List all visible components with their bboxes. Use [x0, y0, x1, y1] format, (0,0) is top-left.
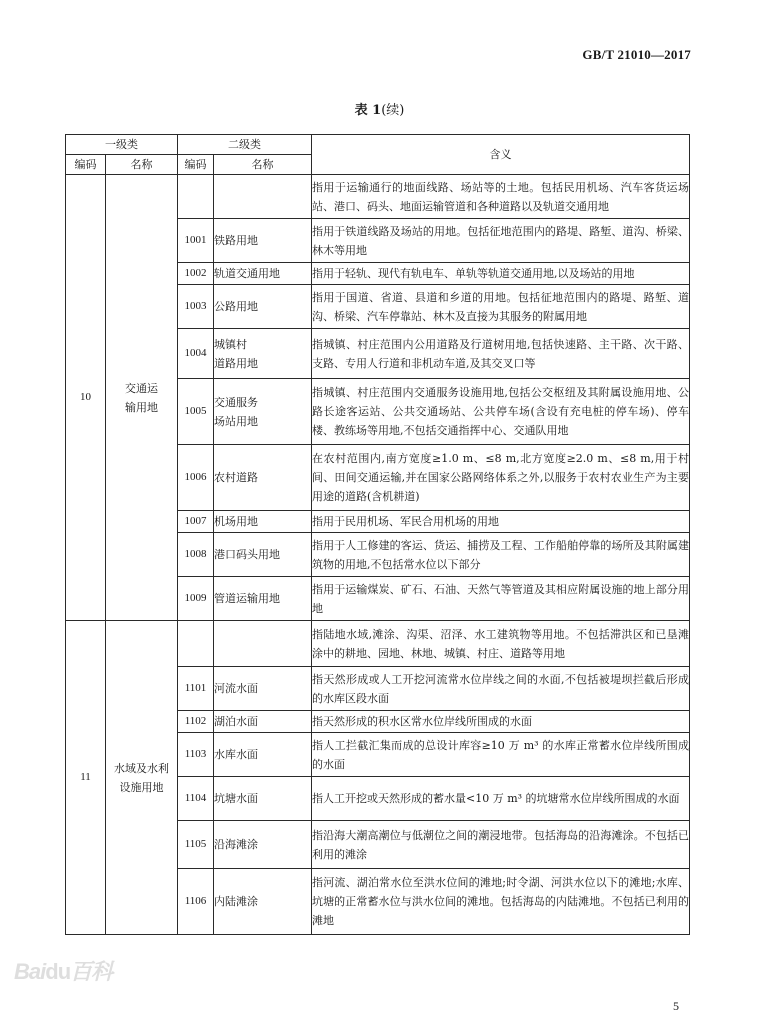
level2-meaning: 指城镇、村庄范围内交通服务设施用地,包括公交枢纽及其附属设施用地、公路长途客运站、公共交通场站、公共停车场(含设有充电桩的停车场)、停车楼、教练场等用地,不包括交通指挥中心、交通队用地	[312, 379, 690, 445]
level2-name-line: 坑塘水面	[214, 792, 258, 805]
level2-meaning: 指天然形成的积水区常水位岸线所围成的水面	[312, 711, 690, 733]
header-meaning: 含义	[312, 135, 690, 175]
level2-name	[214, 445, 312, 511]
level2-meaning: 指用于轻轨、现代有轨电车、单轨等轨道交通用地,以及场站的用地	[312, 263, 690, 285]
table-title-main: 表 1	[354, 103, 382, 118]
level1-name-line: 交通运	[125, 381, 158, 395]
table-body	[66, 175, 690, 935]
header-level2-name: 名称	[214, 155, 312, 175]
table-title-suffix: (续)	[381, 103, 405, 118]
level2-name-line: 公路用地	[214, 300, 258, 313]
level1-meaning: 指用于运输通行的地面线路、场站等的土地。包括民用机场、汽车客货运场站、港口、码头、地面运输管道和各种道路以及轨道交通用地	[312, 175, 690, 219]
level2-meaning: 指用于运输煤炭、矿石、石油、天然气等管道及其相应附属设施的地上部分用地	[312, 577, 690, 621]
table-row	[66, 175, 690, 219]
level2-code: 1102	[178, 711, 214, 733]
header-level1: 一级类	[66, 135, 178, 155]
empty-cell	[214, 175, 312, 219]
level2-name-line: 场站用地	[214, 414, 258, 428]
level2-meaning: 指沿海大潮高潮位与低潮位之间的潮浸地带。包括海岛的沿海滩涂。不包括已利用的滩涂	[312, 821, 690, 869]
level2-name	[214, 329, 312, 379]
level2-name	[214, 533, 312, 577]
level2-name	[214, 777, 312, 821]
level1-name	[106, 175, 178, 621]
level2-code: 1007	[178, 511, 214, 533]
level2-name	[214, 733, 312, 777]
level2-code: 1006	[178, 445, 214, 511]
level2-name	[214, 711, 312, 733]
level2-name-line: 城镇村	[214, 337, 247, 351]
table-row	[66, 621, 690, 667]
level2-name	[214, 577, 312, 621]
level2-code: 1106	[178, 869, 214, 935]
level2-meaning: 指天然形成或人工开挖河流常水位岸线之间的水面,不包括被堤坝拦截后形成的水库区段水面	[312, 667, 690, 711]
page-number: 5	[673, 999, 679, 1013]
level2-code: 1103	[178, 733, 214, 777]
level2-name-line: 内陆滩涂	[214, 895, 258, 908]
level1-code: 10	[66, 175, 106, 621]
level2-name	[214, 285, 312, 329]
level2-code: 1008	[178, 533, 214, 577]
standard-number: GB/T 21010—2017	[582, 47, 691, 62]
level2-code: 1009	[178, 577, 214, 621]
table-title	[0, 99, 759, 118]
header-level2: 二级类	[178, 135, 312, 155]
header-level2-code: 编码	[178, 155, 214, 175]
level2-name	[214, 219, 312, 263]
level2-meaning: 指人工拦截汇集而成的总设计库容≥10 万 m³ 的水库正常蓄水位岸线所围成的水面	[312, 733, 690, 777]
level2-code: 1104	[178, 777, 214, 821]
empty-cell	[178, 175, 214, 219]
level2-name-line: 沿海滩涂	[214, 838, 258, 851]
empty-cell	[214, 621, 312, 667]
level2-code: 1004	[178, 329, 214, 379]
level2-meaning: 指人工开挖或天然形成的蓄水量<10 万 m³ 的坑塘常水位岸线所围成的水面	[312, 777, 690, 821]
level2-name-line: 河流水面	[214, 682, 258, 695]
level2-name-line: 港口码头用地	[214, 548, 280, 561]
level2-name-line: 管道运输用地	[214, 592, 280, 605]
level2-meaning: 指用于人工修建的客运、货运、捕捞及工程、工作船舶停靠的场所及其附属建筑物的用地,不包括常水位以下部分	[312, 533, 690, 577]
level2-name	[214, 821, 312, 869]
level2-name-line: 水库水面	[214, 748, 258, 761]
level1-name	[106, 621, 178, 935]
level2-name-line: 湖泊水面	[214, 715, 258, 728]
level1-name-line: 设施用地	[119, 780, 164, 794]
level2-meaning: 指城镇、村庄范围内公用道路及行道树用地,包括快速路、主干路、次干路、支路、专用人行道和非机动车道,及其交叉口等	[312, 329, 690, 379]
land-classification-table	[65, 134, 690, 935]
level1-name-line: 水域及水利	[114, 761, 169, 775]
watermark-logo: Baidu百科	[14, 959, 113, 984]
empty-cell	[178, 621, 214, 667]
level2-meaning: 指河流、湖泊常水位至洪水位间的滩地;时令湖、河洪水位以下的滩地;水库、坑塘的正常蓄水位与洪水位间的滩地。包括海岛的内陆滩地。不包括已利用的滩地	[312, 869, 690, 935]
header-level1-code: 编码	[66, 155, 106, 175]
level2-name	[214, 869, 312, 935]
level2-name	[214, 511, 312, 533]
level2-name-line: 轨道交通用地	[214, 267, 280, 280]
level2-name-line: 铁路用地	[214, 234, 258, 247]
level2-code: 1005	[178, 379, 214, 445]
level1-meaning: 指陆地水域,滩涂、沟渠、沼泽、水工建筑物等用地。不包括滞洪区和已垦滩涂中的耕地、园地、林地、城镇、村庄、道路等用地	[312, 621, 690, 667]
level2-code: 1003	[178, 285, 214, 329]
level2-name-line: 农村道路	[214, 471, 258, 484]
level2-name	[214, 667, 312, 711]
level2-name-line: 机场用地	[214, 515, 258, 528]
level2-meaning: 指用于铁道线路及场站的用地。包括征地范围内的路堤、路堑、道沟、桥梁、林木等用地	[312, 219, 690, 263]
level2-name	[214, 263, 312, 285]
level2-meaning: 在农村范围内,南方宽度≥1.0 m、≤8 m,北方宽度≥2.0 m、≤8 m,用于村间、田间交通运输,并在国家公路网络体系之外,以服务于农村农业生产为主要用途的道路(含机耕道)	[312, 445, 690, 511]
level2-code: 1002	[178, 263, 214, 285]
level2-name-line: 交通服务	[214, 395, 258, 409]
level2-code: 1001	[178, 219, 214, 263]
level1-code: 11	[66, 621, 106, 935]
level2-meaning: 指用于民用机场、军民合用机场的用地	[312, 511, 690, 533]
level2-code: 1105	[178, 821, 214, 869]
level2-code: 1101	[178, 667, 214, 711]
level2-meaning: 指用于国道、省道、县道和乡道的用地。包括征地范围内的路堤、路堑、道沟、桥梁、汽车停靠站、林木及直接为其服务的附属用地	[312, 285, 690, 329]
level2-name	[214, 379, 312, 445]
header-level1-name: 名称	[106, 155, 178, 175]
level1-name-line: 输用地	[125, 400, 158, 414]
level2-name-line: 道路用地	[214, 356, 258, 370]
